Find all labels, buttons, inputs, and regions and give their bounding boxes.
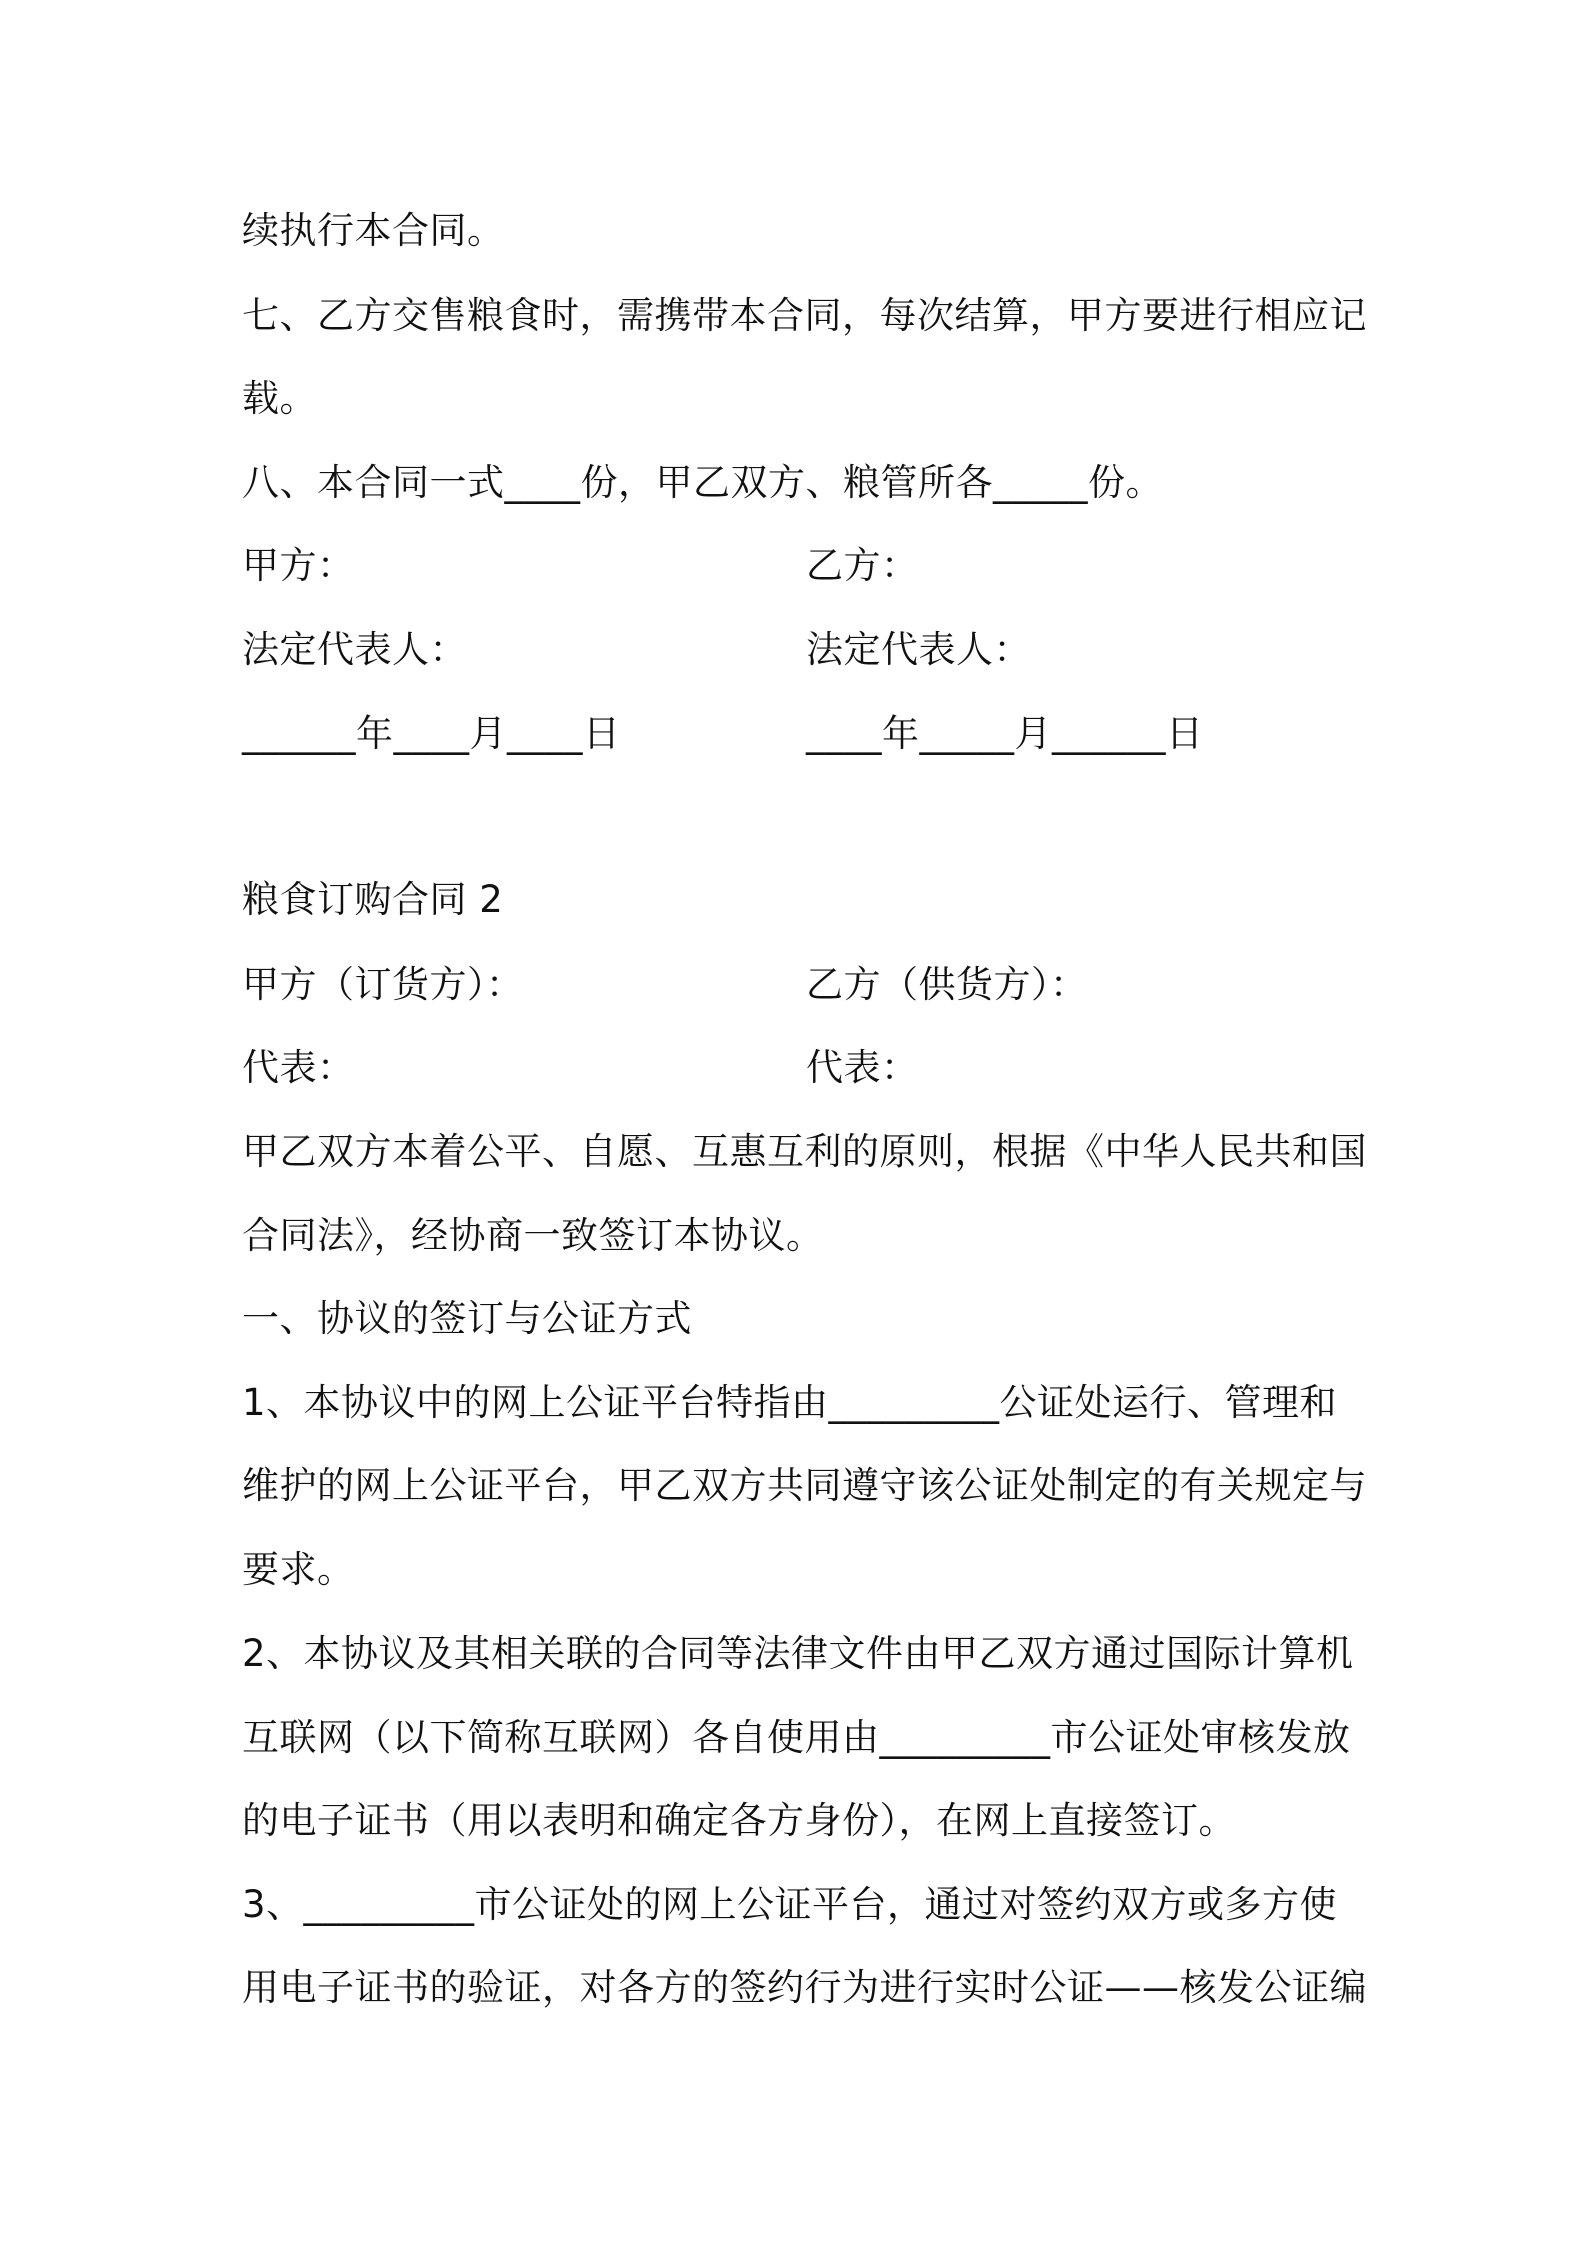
party-a-date: ______年____月____日 [242, 712, 621, 755]
paragraph-line: 2、本协议及其相关联的合同等法律文件由甲乙双方通过国际计算机 [242, 1632, 1354, 1675]
party-b-label: 乙方： [806, 544, 919, 587]
orderer-representative-label: 代表： [242, 1046, 355, 1089]
paragraph-line: 七、乙方交售粮食时，需携带本合同，每次结算，甲方要进行相应记 [242, 294, 1367, 337]
party-b-representative-label: 法定代表人： [806, 628, 1031, 671]
supplier-label: 乙方（供货方）： [806, 963, 1088, 1006]
paragraph-line: 互联网（以下简称互联网）各自使用由_________市公证处审核发放 [242, 1716, 1351, 1759]
paragraph-line: 用电子证书的验证，对各方的签约行为进行实时公证——核发公证编 [242, 1966, 1367, 2009]
paragraph-line: 八、本合同一式____份，甲乙双方、粮管所各_____份。 [242, 461, 1163, 504]
paragraph-line: 要求。 [242, 1548, 355, 1591]
section-title: 粮食订购合同 2 [242, 878, 504, 921]
paragraph-line: 载。 [242, 377, 317, 420]
paragraph-line: 维护的网上公证平台，甲乙双方共同遵守该公证处制定的有关规定与 [242, 1464, 1367, 1507]
paragraph-line: 续执行本合同。 [242, 209, 505, 252]
paragraph-line: 3、_________市公证处的网上公证平台，通过对签约双方或多方使 [242, 1883, 1338, 1926]
paragraph-line: 的电子证书（用以表明和确定各方身份），在网上直接签订。 [242, 1799, 1236, 1842]
party-a-label: 甲方： [242, 544, 355, 587]
party-a-representative-label: 法定代表人： [242, 628, 467, 671]
paragraph-line: 甲乙双方本着公平、自愿、互惠互利的原则，根据《中华人民共和国 [242, 1130, 1367, 1173]
clause-heading: 一、协议的签订与公证方式 [242, 1297, 692, 1340]
paragraph-line: 合同法》，经协商一致签订本协议。 [242, 1214, 824, 1257]
supplier-representative-label: 代表： [806, 1046, 919, 1089]
party-b-date: ____年_____月______日 [806, 712, 1204, 755]
orderer-label: 甲方（订货方）： [242, 963, 524, 1006]
paragraph-line: 1、本协议中的网上公证平台特指由_________公证处运行、管理和 [242, 1381, 1338, 1424]
